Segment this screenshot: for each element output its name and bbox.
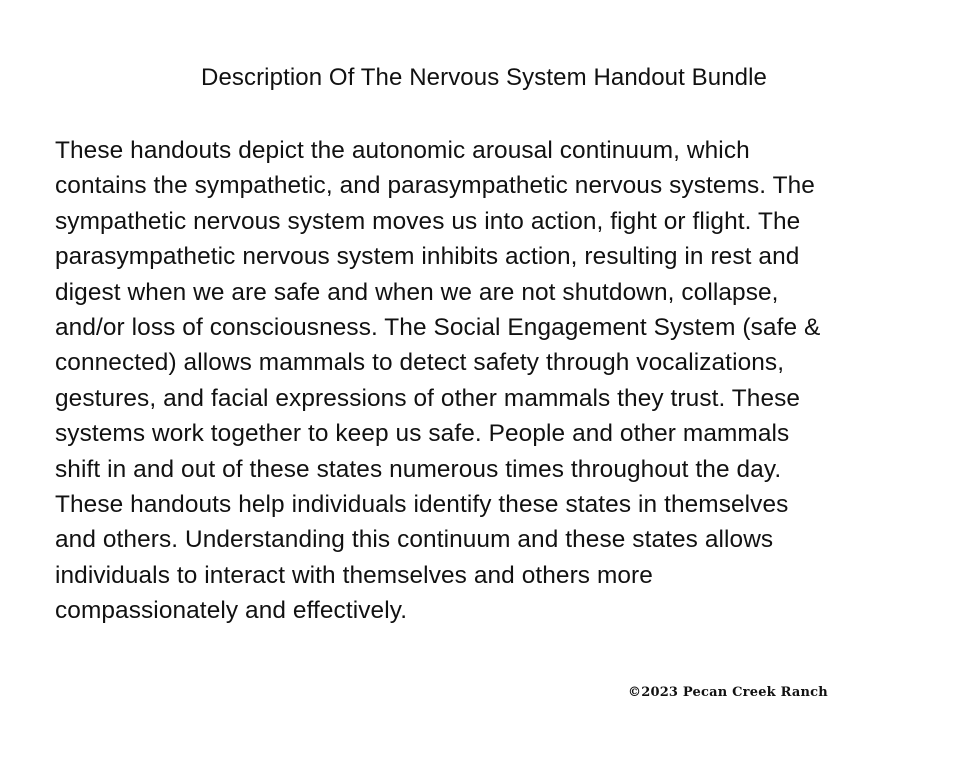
paragraph-line: These handouts help individuals identify these states in themselves	[55, 491, 789, 519]
page-title: Description Of The Nervous System Handout Bundle	[201, 64, 767, 91]
paragraph-line: and/or loss of consciousness. The Social Engagement System (safe &	[55, 314, 821, 342]
description-paragraph	[55, 133, 915, 629]
paragraph-line: systems work together to keep us safe. People and other mammals	[55, 420, 790, 448]
paragraph-line: gestures, and facial expressions of other mammals they trust. These	[55, 384, 801, 412]
paragraph-line: compassionately and effectively.	[55, 597, 408, 625]
paragraph-line: and others. Understanding this continuum and these states allows	[55, 526, 774, 554]
paragraph-line: shift in and out of these states numerous times throughout the day.	[55, 455, 782, 483]
paragraph-line: These handouts depict the autonomic arousal continuum, which	[55, 137, 750, 164]
paragraph-line: individuals to interact with themselves and others more	[55, 561, 653, 589]
paragraph-line: sympathetic nervous system moves us into action, fight or flight. The	[55, 207, 801, 235]
paragraph-line: connected) allows mammals to detect safety through vocalizations,	[55, 349, 785, 377]
paragraph-line: digest when we are safe and when we are not shutdown, collapse,	[55, 278, 779, 306]
paragraph-line: contains the sympathetic, and parasympathetic nervous systems. The	[55, 172, 815, 200]
paragraph-line: parasympathetic nervous system inhibits action, resulting in rest and	[55, 243, 800, 271]
copyright-notice: ©2023 Pecan Creek Ranch	[628, 685, 828, 700]
